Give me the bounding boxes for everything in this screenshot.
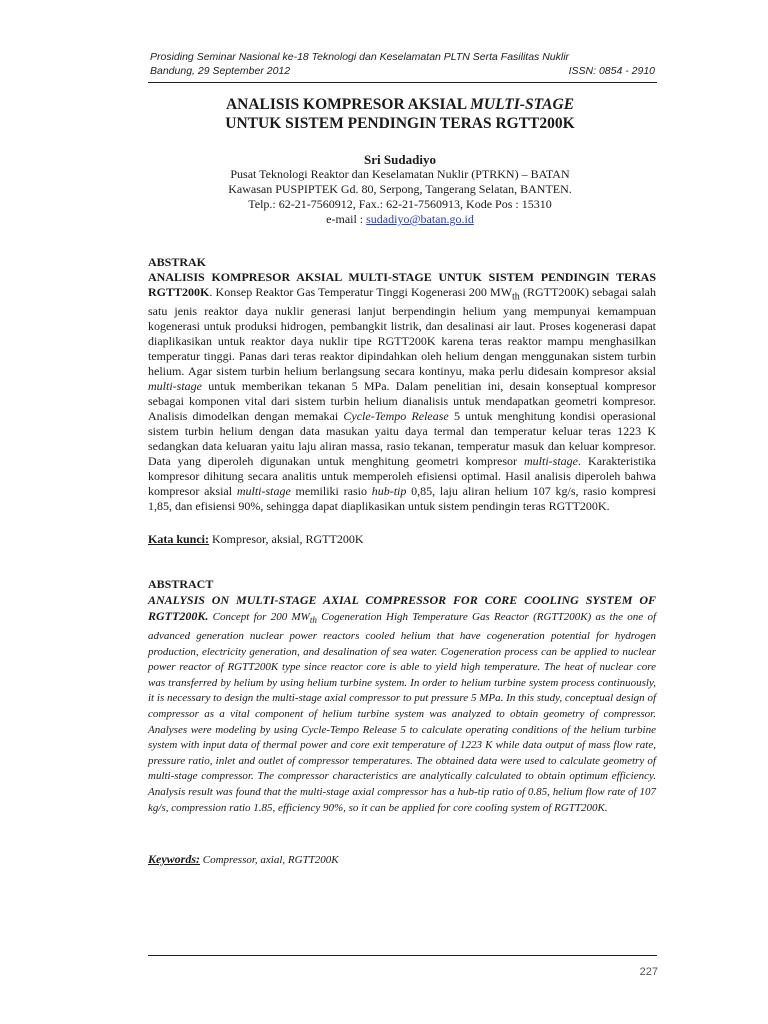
kata-kunci-value: Kompresor, aksial, RGTT200K [209,532,364,546]
email-label: e-mail : [326,212,367,226]
affiliation-phone: Telp.: 62-21-7560912, Fax.: 62-21-7560913, Kode Pos : 15310 [248,197,552,211]
keywords [148,852,656,868]
abstrak-italic: hub-tip [371,484,407,499]
abstract-subscript: th [309,615,317,626]
abstrak-text: (RGTT200K) sebagai salah satu jenis reaktor daya nuklir generasi lanjut berpendingin helium yang mempunyai kemampuan kogenerasi untuk produksi hidrogen, pembangkit listrik, dan desalinasi air laut. Proses kogenerasi dapat diaplikasikan untuk reaktor daya nuklir tipe RGTT200K karena teras reaktor mampu menghasilkan temperatur tinggi. Panas dari teras reaktor dipindahkan oleh helium dengan menggunakan sistem turbin helium. Agar sistem turbin helium berlangsung secara kontinyu, maka perlu didesain kompresor aksial [148,285,656,379]
abstrak-body [148,270,656,514]
page-number: 227 [639,966,658,978]
author-name: Sri Sudadiyo [364,152,436,167]
abstract-text: Cogeneration High Temperature Gas Reactor (RGTT200K) as the one of advanced generation nuclear power reactors cooled helium that have cogeneration potential for hydrogen production, electricity generation, and desalination of sea water. Cogeneration process can be applied to nuclear power reactor of RGTT200K type since reactor core is able to yield high temperature. The heat of nuclear core was transferred by helium by using helium turbine system. In order to helium turbine system process continuously, it is necessary to design the multi-stage axial compressor to put pressure 5 MPa. In this study, conceptual design of compressor as a vital component of helium turbine system was analyzed to obtain geometry of compressor. Analyses were modeling by using Cycle-Tempo Release 5 to calculate operating conditions of the helium turbine system with input data of thermal power and core exit temperature of 1223 K while data output of mass flow rate, pressure ratio, inlet and outlet of compressor temperatures. The obtained data were used to calculate geometry of multi-stage compressor. The compressor characteristics are analytically calculated to obtain optimum efficiency. Analysis result was found that the multi-stage axial compressor has a hub-tip ratio of 0.85, helium flow rate of 107 kg/s, compression ratio 1.85, efficiency 90%, so it can be applied for core cooling system of RGTT200K. [148,611,657,814]
abstrak-text: . Konsep Reaktor Gas Temperatur Tinggi Kogenerasi 200 MW [209,285,513,299]
affiliation-email-line [100,212,700,227]
abstract-body [148,593,656,817]
abstrak-italic: Cycle-Tempo Release [343,409,449,424]
keywords-value: Compressor, axial, RGTT200K [200,854,339,866]
abstract-heading: ABSTRACT [148,577,214,591]
abstrak-section [148,255,656,514]
abstrak-text: 5 untuk menghitung kondisi operasional sistem turbin helium dengan data masukan yaitu daya termal dan temperatur keluar teras 1223 K sedangkan data keluaran yaitu laju aliran massa, rasio tekanan, temperatur masuk dan keluar kompresor. Data yang diperoleh digunakan untuk menghitung geometri kompresor [148,409,657,469]
abstract-title: ANALYSIS ON MULTI-STAGE AXIAL COMPRESSOR FOR CORE COOLING SYSTEM OF RGTT200K. [148,592,656,624]
kata-kunci-label: Kata kunci: [148,532,210,546]
title-line2: UNTUK SISTEM PENDINGIN TERAS RGTT200K [225,115,575,132]
abstrak-title: ANALISIS KOMPRESOR AKSIAL MULTI-STAGE UNTUK SISTEM PENDINGIN TERAS RGTT200K [148,270,656,299]
kata-kunci [148,532,656,547]
abstract-text: Concept for 200 MW [208,611,310,624]
conference-date: Bandung, 29 September 2012 [150,65,291,77]
abstrak-italic: multi-stage [236,484,291,499]
affiliation-line1: Pusat Teknologi Reaktor dan Keselamatan Nuklir (PTRKN) – BATAN [230,167,570,181]
abstrak-text: 0,85, laju aliran helium 107 kg/s, rasio kompresi 1,85, dan efisiensi 90%, sehingga dapat diaplikasikan untuk sistem pendingin teras RGTT200K. [148,484,657,514]
email-link[interactable]: sudadiyo@batan.go.id [366,212,474,226]
abstract-section [148,577,656,816]
abstrak-heading: ABSTRAK [148,255,207,269]
title-line1-b: MULTI-STAGE [470,96,575,113]
abstrak-italic: multi-stage [148,379,202,394]
author-affiliation [100,167,700,227]
affiliation-line2: Kawasan PUSPIPTEK Gd. 80, Serpong, Tangerang Selatan, BANTEN. [228,182,572,196]
footer-rule [148,955,657,956]
title-line1-a: ANALISIS KOMPRESOR AKSIAL [225,96,471,113]
abstrak-italic: multi-stage [524,454,579,469]
abstrak-subscript: th [512,291,520,303]
abstrak-text: untuk memberikan tekanan 5 MPa. Dalam penelitian ini, desain konseptual kompresor sebagai komponen vital dari sistem turbin helium dianalisis untuk mendapatkan geometri kompresor. Analisis dimodelkan dengan memakai [148,379,656,424]
issn: ISSN: 0854 - 2910 [568,65,655,77]
header-rule [148,82,657,83]
keywords-label: Keywords: [148,852,200,866]
paper-title [100,95,700,133]
conference-name: Prosiding Seminar Nasional ke-18 Teknologi dan Keselamatan PLTN Serta Fasilitas Nuklir [150,51,570,63]
running-header [150,50,655,78]
abstrak-text: memiliki rasio [290,484,372,499]
abstrak-text: . Karakteristika kompresor dihitung secara analitis untuk memperoleh efisiensi optimal. Hasil analisis diperoleh bahwa kompresor aksial [148,454,656,499]
